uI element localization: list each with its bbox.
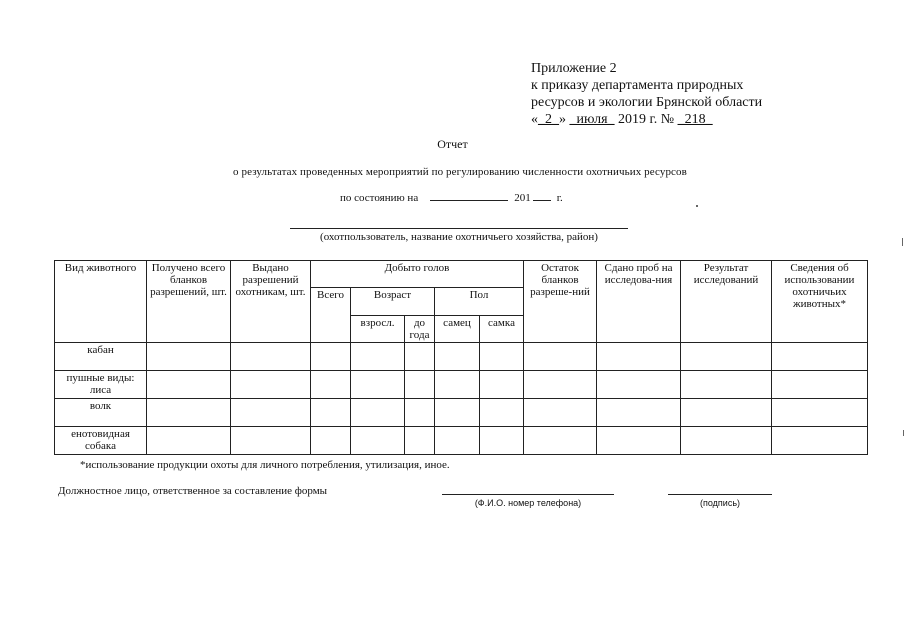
table-cell[interactable]: [435, 343, 480, 371]
table-cell[interactable]: [311, 427, 351, 455]
table-row: [55, 371, 868, 399]
scan-speck: [902, 238, 903, 246]
table-cell[interactable]: [480, 371, 524, 399]
table-cell[interactable]: [351, 399, 405, 427]
order-number: _218_: [677, 112, 713, 127]
table-cell[interactable]: [147, 399, 231, 427]
as-of-year-prefix: 201: [514, 192, 531, 204]
header-total: Всего: [311, 288, 351, 343]
header-animal: Вид животного: [55, 261, 147, 343]
as-of-date-blank[interactable]: [430, 200, 508, 201]
date-close-quote: »: [559, 112, 566, 127]
table-cell[interactable]: [231, 399, 311, 427]
table-row: [55, 343, 868, 371]
table-cell[interactable]: [405, 343, 435, 371]
table-cell[interactable]: [231, 343, 311, 371]
header-age: Возраст: [351, 288, 435, 316]
fio-caption: (Ф.И.О. номер телефона): [474, 498, 582, 508]
responsible-person-label: Должностное лицо, ответственное за составление формы: [58, 485, 328, 497]
footnote: *использование продукции охоты для личного потребления, утилизация, иное.: [80, 459, 450, 471]
row-label: пушные виды: лиса: [55, 371, 147, 399]
table-cell[interactable]: [405, 427, 435, 455]
as-of-year-blank[interactable]: [533, 200, 551, 201]
row-label: енотовидная собака: [55, 427, 147, 455]
table-cell[interactable]: [311, 343, 351, 371]
scan-speck: [903, 430, 904, 436]
header-samples: Сдано проб на исследова-ния: [597, 261, 681, 343]
table-cell[interactable]: [231, 427, 311, 455]
table-cell[interactable]: [351, 371, 405, 399]
table-cell[interactable]: [524, 343, 597, 371]
table-cell[interactable]: [772, 371, 868, 399]
table-cell[interactable]: [681, 371, 772, 399]
fio-line[interactable]: [442, 494, 614, 495]
scan-speck: [696, 205, 698, 207]
date-month: _июля_: [569, 112, 615, 127]
report-title: Отчет: [437, 137, 468, 151]
row-label: волк: [55, 399, 147, 427]
table-cell[interactable]: [147, 343, 231, 371]
table-cell[interactable]: [597, 399, 681, 427]
header-issued: Выдано разрешений охотникам, шт.: [231, 261, 311, 343]
appendix-date-line: [531, 111, 762, 128]
date-open-quote: «: [531, 112, 538, 127]
table-cell[interactable]: [231, 371, 311, 399]
table-cell[interactable]: [772, 343, 868, 371]
table-cell[interactable]: [435, 371, 480, 399]
header-adult: взросл.: [351, 316, 405, 343]
date-year: 2019 г.: [618, 112, 658, 127]
header-under-year: до года: [405, 316, 435, 343]
appendix-line-3: ресурсов и экологии Брянской области: [531, 95, 763, 110]
appendix-line-1: Приложение 2: [531, 61, 617, 76]
table-cell[interactable]: [681, 399, 772, 427]
appendix-header: [531, 60, 762, 128]
table-cell[interactable]: [772, 427, 868, 455]
table-cell[interactable]: [524, 399, 597, 427]
table-cell[interactable]: [435, 427, 480, 455]
hunting-user-line[interactable]: [290, 228, 628, 229]
table-cell[interactable]: [435, 399, 480, 427]
table-cell[interactable]: [351, 427, 405, 455]
signature-line[interactable]: [668, 494, 772, 495]
table-cell[interactable]: [311, 399, 351, 427]
table-cell[interactable]: [405, 399, 435, 427]
date-day: _2_: [538, 112, 559, 127]
header-row-1: [55, 261, 868, 288]
header-result: Результат исследований: [681, 261, 772, 343]
number-sign: №: [660, 112, 675, 127]
header-male: самец: [435, 316, 480, 343]
table-cell[interactable]: [681, 343, 772, 371]
table-cell[interactable]: [311, 371, 351, 399]
table-cell[interactable]: [351, 343, 405, 371]
table-cell[interactable]: [405, 371, 435, 399]
report-table: [54, 260, 868, 455]
header-female: самка: [480, 316, 524, 343]
header-remaining: Остаток бланков разреше-ний: [524, 261, 597, 343]
as-of-prefix: по состоянию на: [340, 192, 419, 204]
table-cell[interactable]: [772, 399, 868, 427]
table-cell[interactable]: [524, 371, 597, 399]
table-row: [55, 399, 868, 427]
table-cell[interactable]: [597, 343, 681, 371]
report-subtitle: о результатах проведенных мероприятий по регулированию численности охотничьих ресурсов: [233, 166, 687, 178]
as-of-line: [340, 192, 563, 204]
header-usage: Сведения об использовании охотничьих животных*: [772, 261, 868, 343]
table-cell[interactable]: [147, 371, 231, 399]
row-label: кабан: [55, 343, 147, 371]
as-of-year-suffix: г.: [556, 192, 563, 204]
signature-caption: (подпись): [699, 498, 741, 508]
header-harvested: Добыто голов: [311, 261, 524, 288]
table-cell[interactable]: [480, 427, 524, 455]
table-row: [55, 427, 868, 455]
table-cell[interactable]: [147, 427, 231, 455]
table-cell[interactable]: [480, 343, 524, 371]
table-cell[interactable]: [597, 371, 681, 399]
table-cell[interactable]: [681, 427, 772, 455]
header-sex: Пол: [435, 288, 524, 316]
appendix-line-2: к приказу департамента природных: [531, 78, 744, 93]
table-cell[interactable]: [597, 427, 681, 455]
hunting-user-caption: (охотпользователь, название охотничьего хозяйства, район): [320, 231, 598, 243]
table-cell[interactable]: [480, 399, 524, 427]
header-received: Получено всего бланков разрешений, шт.: [147, 261, 231, 343]
table-cell[interactable]: [524, 427, 597, 455]
